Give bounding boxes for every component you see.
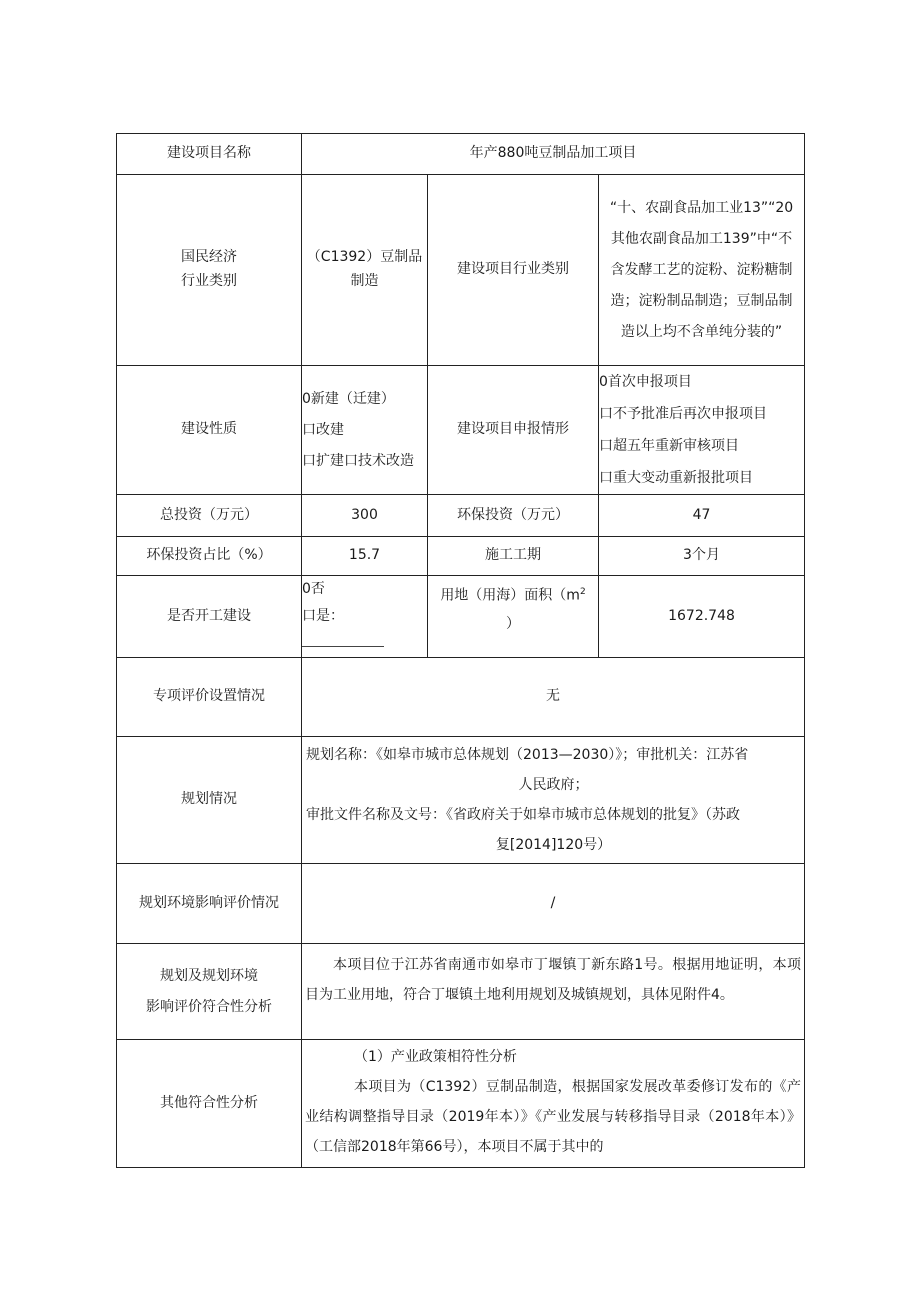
- row-conformity: [117, 944, 805, 1040]
- planning-line: 人民政府；: [518, 777, 589, 793]
- started-option-yes-text: 口是：: [302, 608, 344, 624]
- investment-label: 总投资（万元）: [117, 495, 302, 537]
- plan-eia-value: /: [302, 864, 805, 944]
- row-other: [117, 1040, 805, 1168]
- planning-line: 规划名称：《如皋市城市总体规划（2013—2030）》；审批机关：江苏省: [306, 747, 749, 763]
- other-heading: （1）产业政策相符性分析: [354, 1049, 517, 1065]
- category-line: “十、农副食品加工业13”“20: [609, 199, 794, 216]
- declare-option: 口重大变动重新报批项目: [599, 470, 753, 486]
- blank-underline: [302, 634, 384, 647]
- declare-option: 口不予批准后再次申报项目: [599, 406, 767, 422]
- category-line: 含发酵工艺的淀粉、淀粉糖制: [610, 261, 793, 278]
- plan-eia-label: 规划环境影响评价情况: [117, 864, 302, 944]
- industry-label-line1: 国民经济: [181, 249, 237, 266]
- area-label-sup: 2: [579, 587, 586, 597]
- planning-label: 规划情况: [117, 737, 302, 864]
- other-value: [302, 1040, 805, 1168]
- nature-label: 建设性质: [117, 366, 302, 495]
- planning-line: 复[2014]120号）: [495, 837, 612, 853]
- row-industry: [117, 175, 805, 366]
- declare-options: [599, 366, 805, 495]
- conformity-text: 本项目位于江苏省南通市如皋市丁堰镇丁新东路1号。根据用地证明，本项目为工业用地，符合丁堰镇土地利用规划及城镇规划，具体见附件4。: [305, 957, 802, 1003]
- project-info-table: [116, 133, 805, 1168]
- industry-code: [302, 175, 428, 366]
- period-label: 施工工期: [428, 537, 599, 576]
- other-text: 本项目为（C1392）豆制品制造，根据国家发展改革委修订发布的《产业结构调整指导目录（2019年本）》《产业发展与转移指导目录（2018年本）》（工信部2018年第66号），本项目不属于其中的: [305, 1079, 802, 1155]
- other-label: 其他符合性分析: [117, 1040, 302, 1168]
- row-nature: [117, 366, 805, 495]
- ratio-label: 环保投资占比（%）: [117, 537, 302, 576]
- started-label: 是否开工建设: [117, 576, 302, 658]
- industry-category-label: 建设项目行业类别: [428, 175, 599, 366]
- industry-category-value: [599, 175, 805, 366]
- project-name-label: 建设项目名称: [117, 134, 302, 175]
- declare-option: 口超五年重新审核项目: [599, 438, 739, 454]
- nature-options: [302, 366, 428, 495]
- industry-code-line1: （C1392）豆制品: [306, 249, 423, 266]
- row-plan-eia: [117, 864, 805, 944]
- started-options: [302, 576, 428, 658]
- env-investment-value: 47: [599, 495, 805, 537]
- planning-line: 审批文件名称及文号：《省政府关于如皋市城市总体规划的批复》（苏政: [306, 807, 740, 823]
- nature-option: 口扩建口技术改造: [302, 452, 414, 469]
- nature-option: 口改建: [302, 421, 344, 438]
- area-value: 1672.748: [599, 576, 805, 658]
- industry-label-line2: 行业类别: [181, 273, 237, 289]
- special-value: 无: [302, 658, 805, 737]
- env-investment-label: 环保投资（万元）: [428, 495, 599, 537]
- industry-code-line2: 制造: [350, 273, 379, 289]
- special-label: 专项评价设置情况: [117, 658, 302, 737]
- row-investment: [117, 495, 805, 537]
- started-option-yes: [302, 603, 424, 657]
- investment-value: 300: [302, 495, 428, 537]
- conformity-label: [117, 944, 302, 1040]
- project-name-value: 年产880吨豆制品加工项目: [302, 134, 805, 175]
- category-line: 其他农副食品加工139”中“不: [610, 230, 793, 247]
- period-value: 3个月: [599, 537, 805, 576]
- declare-label: 建设项目申报情形: [428, 366, 599, 495]
- declare-option: 0首次申报项目: [599, 374, 692, 390]
- nature-option: 0新建（迁建）: [302, 390, 395, 407]
- industry-label: [117, 175, 302, 366]
- planning-value: [302, 737, 805, 864]
- row-project-name: [117, 134, 805, 175]
- row-ratio: [117, 537, 805, 576]
- ratio-value: 15.7: [302, 537, 428, 576]
- area-label-close: ）: [506, 615, 520, 632]
- area-label: [428, 576, 599, 658]
- conformity-label-line2: 影响评价符合性分析: [146, 998, 272, 1015]
- row-special: [117, 658, 805, 737]
- row-planning: [117, 737, 805, 864]
- area-label-main: 用地（用海）面积（m: [440, 587, 580, 604]
- category-line: 造；淀粉制品制造；豆制品制: [610, 292, 793, 309]
- started-option-no: 0否: [302, 581, 325, 597]
- conformity-value: [302, 944, 805, 1040]
- category-line: 造以上均不含单纯分装的”: [620, 323, 783, 340]
- row-started: [117, 576, 805, 658]
- conformity-label-line1: 规划及规划环境: [160, 967, 258, 984]
